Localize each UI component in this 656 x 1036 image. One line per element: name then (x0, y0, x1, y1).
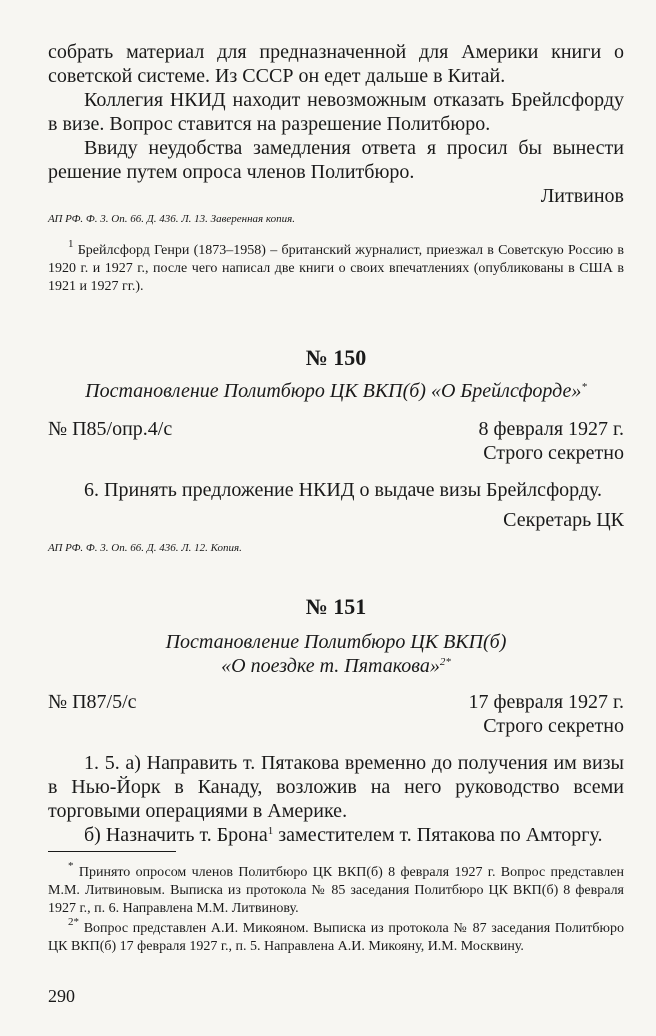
paragraph: 6. Принять предложение НКИД о выдаче визы Брейлсфорду. (84, 479, 603, 501)
document-number: № 150 (305, 345, 367, 370)
paragraph (48, 823, 624, 847)
title-text: Постановление Политбюро ЦК ВКП(б) «О Брейлсфорде» (85, 380, 582, 402)
paragraph: собрать материал для предназначенной для Америки книги о советской системе. Из СССР он едет дальше в Китай. (48, 41, 624, 87)
protocol-ref: № П85/опр.4/с (48, 418, 173, 440)
footnote (48, 916, 624, 956)
text-run: б) Назначить т. Брона (84, 824, 268, 846)
document-date: 8 февраля 1927 г. (478, 418, 624, 440)
footnote-text: Вопрос представлен А.И. Микояном. Выписка из протокола № 87 заседания Политбюро ЦК ВКП(б) 17 февраля 1927 г., п. 5. Направлена А.И. Микояну, И.М. Москвину. (48, 921, 624, 954)
archive-source: АП РФ. Ф. 3. Оп. 66. Д. 436. Л. 12. Копия. (48, 542, 242, 554)
paragraph: 1. 5. а) Направить т. Пятакова временно до получения им визы в Нью-Йорк в Канаду, возложив на него руководство всеми торговыми операциями в Америке. (48, 752, 624, 822)
signature: Секретарь ЦК (503, 509, 624, 531)
title-line: Постановление Политбюро ЦК ВКП(б) (165, 631, 507, 653)
signature: Литвинов (540, 185, 624, 207)
document-number: № 151 (305, 594, 367, 619)
archive-source: АП РФ. Ф. 3. Оп. 66. Д. 436. Л. 13. Заверенная копия. (48, 213, 296, 225)
footnote-mark: * (68, 860, 74, 872)
footnote-text: Принято опросом членов Политбюро ЦК ВКП(б) 8 февраля 1927 г. Вопрос представлен М.М. Литвиновым. Выписка из протокола № 85 заседания Политбюро ЦК ВКП(б) 8 февраля 1927 г., п. 6. Направлена М.М. Литвинову. (48, 865, 624, 916)
footnote (48, 860, 624, 918)
paragraph: Коллегия НКИД находит невозможным отказать Брейлсфорду в визе. Вопрос ставится на разрешение Политбюро. (48, 89, 624, 135)
footnote-mark: * (581, 381, 587, 393)
footnote-mark: 1 (68, 238, 74, 250)
document-ref-row (48, 417, 624, 441)
paragraph: Ввиду неудобства замедления ответа я просил бы вынести решение путем опроса членов Политбюро. (48, 137, 624, 183)
document-title (48, 379, 624, 403)
document-ref-row (48, 690, 624, 714)
text-run: заместителем т. Пятакова по Амторгу. (273, 824, 603, 846)
footnote (48, 238, 624, 296)
page-number: 290 (48, 986, 75, 1006)
document-title (48, 630, 624, 678)
title-line (48, 654, 624, 678)
protocol-ref: № П87/5/с (48, 691, 137, 713)
footnote-text: Брейлсфорд Генри (1873–1958) – британский журналист, приезжал в Советскую Россию в 1920 г. и 1927 г., после чего написал две книги о своих впечатлениях (опубликованы в США в 1921 и 1927 гг.). (48, 243, 624, 294)
resolution-text (48, 751, 624, 847)
footnote-mark: 1 (267, 825, 274, 837)
footnote-mark: 2* (68, 916, 79, 928)
title-text: «О поездке т. Пятакова» (221, 655, 440, 677)
document-date: 17 февраля 1927 г. (468, 691, 624, 713)
previous-doc-continuation (48, 40, 624, 208)
secrecy-stamp: Строго секретно (483, 442, 624, 464)
secrecy-stamp: Строго секретно (483, 715, 624, 737)
footnote-mark: 2* (439, 656, 451, 668)
footnote-divider (48, 851, 176, 852)
